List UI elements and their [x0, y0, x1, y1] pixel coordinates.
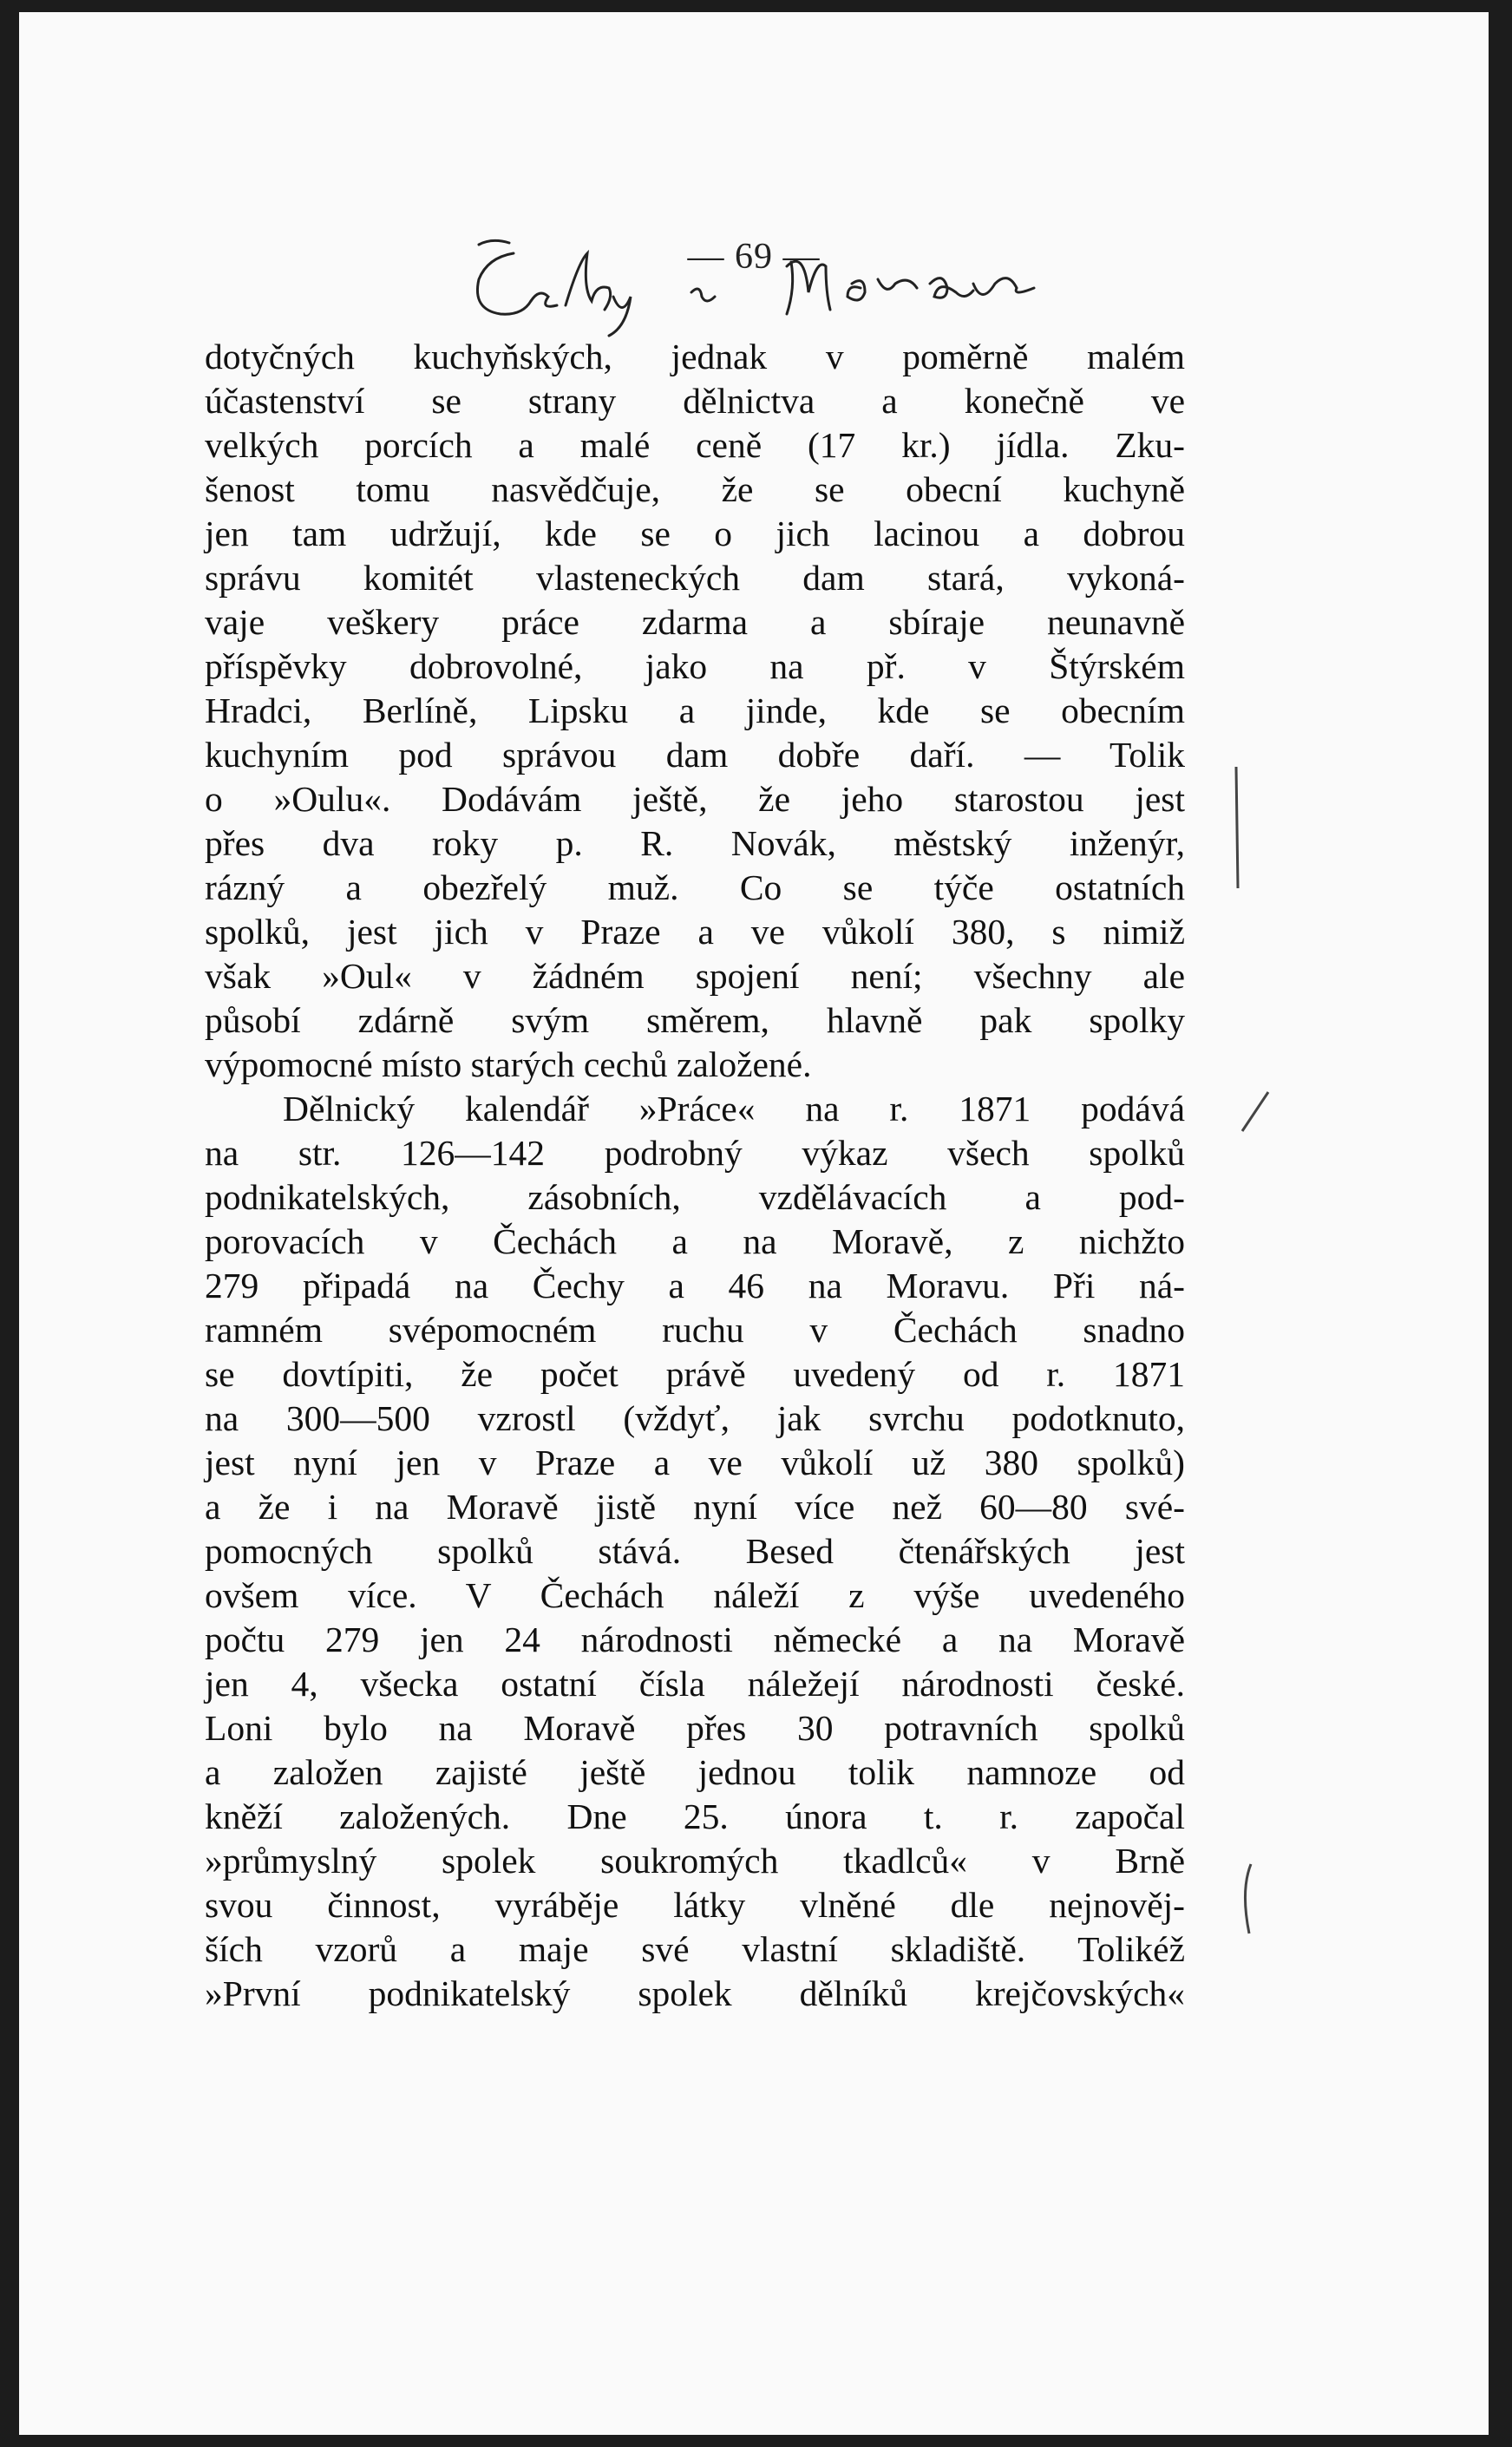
text-line: kněží založených. Dne 25. února t. r. započal: [205, 1796, 1185, 1836]
text-line: Hradci, Berlíně, Lipsku a jinde, kde se obecním: [205, 690, 1185, 730]
text-line: Loni bylo na Moravě přes 30 potravních spolků: [205, 1708, 1185, 1748]
text-line: vaje veškery práce zdarma a sbíraje neunavně: [205, 602, 1185, 642]
text-line: svou činnost, vyráběje látky vlněné dle nejnověj-: [205, 1885, 1185, 1925]
text-line: přes dva roky p. R. Novák, městský inženýr,: [205, 823, 1185, 863]
text-line: a že i na Moravě jistě nyní více než 60—80 své-: [205, 1487, 1185, 1527]
text-line: jen 4, všecka ostatní čísla náležejí národnosti české.: [205, 1664, 1185, 1704]
text-line: se dovtípiti, že počet právě uvedený od r. 1871: [205, 1354, 1185, 1394]
text-line: o »Oulu«. Dodávám ještě, že jeho starostou jest: [205, 779, 1185, 819]
text-line: »První podnikatelský spolek dělníků krejčovských«: [205, 1973, 1185, 2013]
text-line: porovacích v Čechách a na Moravě, z nichžto: [205, 1221, 1185, 1261]
text-line: výpomocné místo starých cechů založené.: [205, 1044, 812, 1084]
text-line: kuchyním pod správou dam dobře daří. — Tolik: [205, 735, 1185, 775]
text-line: správu komitét vlasteneckých dam stará, vykoná-: [205, 558, 1185, 598]
text-line: ších vzorů a maje své vlastní skladiště. Tolikéž: [205, 1929, 1185, 1969]
text-line: rázný a obezřelý muž. Co se týče ostatních: [205, 867, 1185, 907]
margin-mark: [1234, 1088, 1277, 1140]
body-text: [205, 335, 1185, 2016]
text-line: účastenství se strany dělnictva a konečně ve: [205, 381, 1185, 421]
text-line: spolků, jest jich v Praze a ve vůkolí 380, s nimiž: [205, 912, 1185, 952]
text-line: velkých porcích a malé ceně (17 kr.) jídla. Zku-: [205, 425, 1185, 465]
text-line: 279 připadá na Čechy a 46 na Moravu. Při ná-: [205, 1266, 1185, 1305]
text-line: ramném svépomocném ruchu v Čechách snadno: [205, 1310, 1185, 1350]
text-line: na 300—500 vzrostl (vždyť, jak svrchu podotknuto,: [205, 1398, 1185, 1438]
text-line: dotyčných kuchyňských, jednak v poměrně malém: [205, 337, 1185, 376]
text-line: jest nyní jen v Praze a ve vůkolí už 380 spolků): [205, 1443, 1185, 1482]
text-line: šenost tomu nasvědčuje, že se obecní kuchyně: [205, 469, 1185, 509]
text-line: »průmyslný spolek soukromých tkadlců« v Brně: [205, 1841, 1185, 1881]
text-line: na str. 126—142 podrobný výkaz všech spolků: [205, 1133, 1185, 1173]
scanned-page: [19, 12, 1489, 2435]
handwritten-annotation: [444, 236, 1069, 340]
text-line: počtu 279 jen 24 národnosti německé a na Moravě: [205, 1619, 1185, 1659]
margin-bracket: [1234, 1860, 1268, 1946]
text-line: příspěvky dobrovolné, jako na př. v Štýrském: [205, 646, 1185, 686]
text-line: pomocných spolků stává. Besed čtenářských jest: [205, 1531, 1185, 1571]
text-line: podnikatelských, zásobních, vzdělávacích a pod-: [205, 1177, 1185, 1217]
text-line: jen tam udržují, kde se o jich lacinou a dobrou: [205, 514, 1185, 553]
text-line: působí zdárně svým směrem, hlavně pak spolky: [205, 1000, 1185, 1040]
text-line: Dělnický kalendář »Práce« na r. 1871 podává: [283, 1089, 1185, 1129]
margin-bracket: [1229, 749, 1264, 906]
page-number: — 69 —: [687, 237, 821, 277]
text-line: však »Oul« v žádném spojení není; všechny ale: [205, 956, 1185, 996]
text-line: a založen zajisté ještě jednou tolik namnoze od: [205, 1752, 1185, 1792]
text-line: ovšem více. V Čechách náleží z výše uvedeného: [205, 1575, 1185, 1615]
